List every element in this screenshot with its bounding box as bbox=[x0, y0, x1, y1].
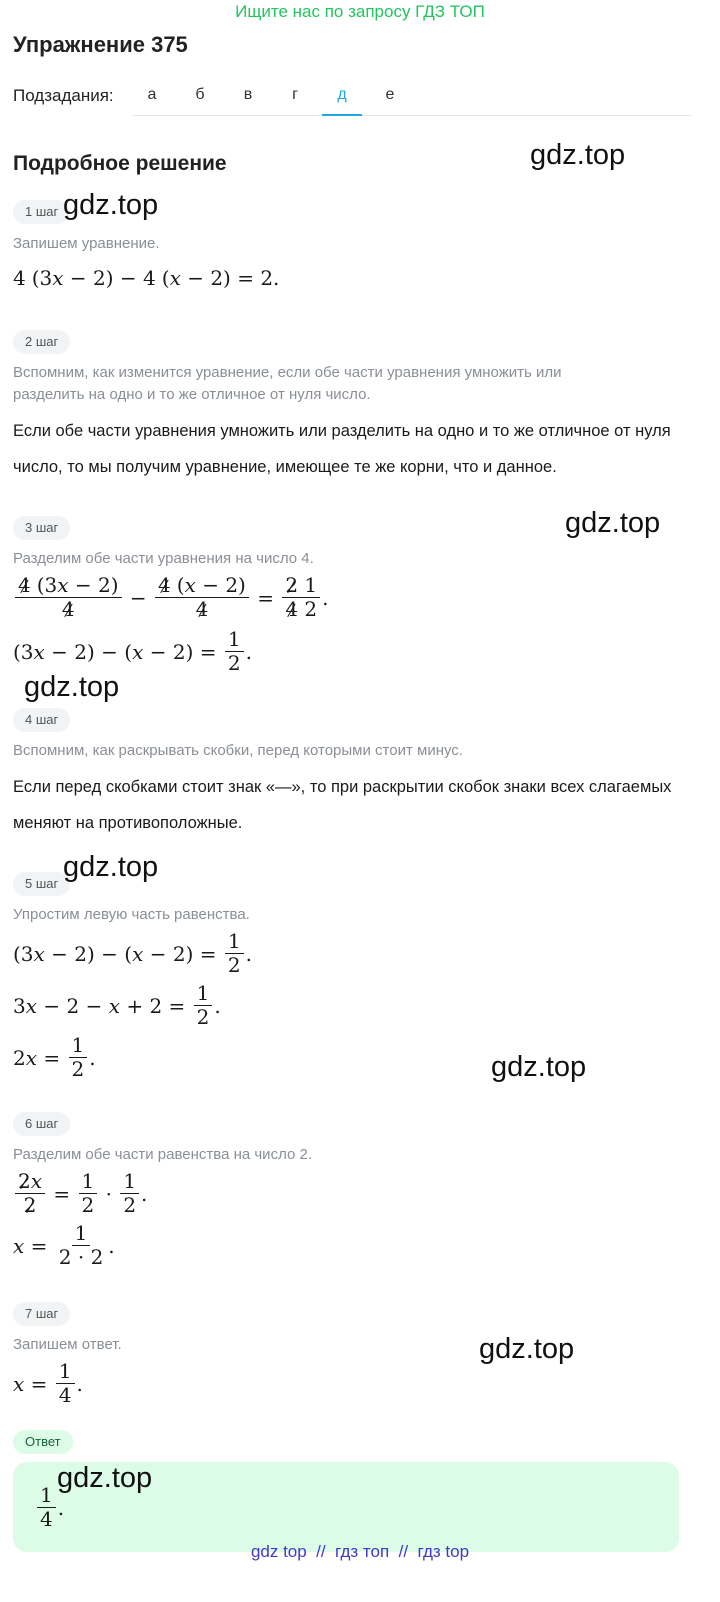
tab-e[interactable]: е bbox=[385, 86, 395, 103]
step-1-equation: 4 (3 x − 2) − 4 ( x − 2) = 2. bbox=[13, 266, 280, 290]
step-3-equation: $\frac{4 (3x - 2)}{4}$ − $\frac{4 (x - 2)}{4}$ = $\frac{2 1}{4 2}$ . bbox=[13, 574, 329, 621]
step-5-line-2: 3 x − 2 − x + 2 = $\frac{1}{2}$ . bbox=[13, 981, 221, 1029]
promo-banner: Ищите нас по запросу ГДЗ ТОП bbox=[235, 2, 485, 21]
step-2-text: Если обе части уравнения умножить или разделить на одно и то же отличное от нуля число, то мы получим уравнение, имеющее те же корни, что и данное. bbox=[13, 422, 671, 476]
step-4-note: Вспомним, как раскрывать скобки, перед которыми стоит минус. bbox=[13, 742, 463, 759]
step-5-line-1: (3 x − 2) − ( x − 2) = $\frac{1}{2}$ . bbox=[13, 929, 252, 977]
subtasks-tabs bbox=[132, 80, 692, 116]
step-3-badge: 3 шаг bbox=[13, 516, 70, 540]
watermark: gdz.top bbox=[491, 1051, 587, 1083]
solution-title: Подробное решение bbox=[13, 152, 227, 175]
watermark: gdz.top bbox=[63, 851, 159, 883]
tab-b[interactable]: б bbox=[195, 86, 205, 103]
step-3-note: Разделим обе части уравнения на число 4. bbox=[13, 550, 314, 567]
subtasks-label: Подзадания: bbox=[13, 86, 114, 105]
step-6-line-2: x = $\frac{1}{2 \cdot 2}$ . bbox=[13, 1221, 115, 1269]
tab-a[interactable]: а bbox=[147, 86, 157, 103]
step-2-note: Вспомним, как изменится уравнение, если обе части уравнения умножить или разделить на одно и то же отличное от нуля число. bbox=[13, 364, 562, 403]
page-title: Упражнение 375 bbox=[13, 32, 188, 57]
step-7-badge: 7 шаг bbox=[13, 1302, 70, 1326]
watermark: gdz.top bbox=[479, 1333, 575, 1365]
tab-g[interactable]: г bbox=[292, 86, 298, 103]
watermark: gdz.top bbox=[565, 507, 661, 539]
step-3-result: (3 x − 2) − ( x − 2) = $\frac{1}{2}$ . bbox=[13, 627, 252, 675]
answer-value: $\frac{1}{4}$ . bbox=[35, 1484, 64, 1531]
watermark: gdz.top bbox=[24, 671, 120, 703]
step-6-badge: 6 шаг bbox=[13, 1112, 70, 1136]
step-7-answer-equation: x = $\frac{1}{4}$ . bbox=[13, 1359, 83, 1407]
step-5-line-3: 2 x = $\frac{1}{2}$ . bbox=[13, 1033, 96, 1081]
watermark: gdz.top bbox=[530, 139, 626, 171]
tab-v[interactable]: в bbox=[243, 86, 253, 103]
step-5-note: Упростим левую часть равенства. bbox=[13, 906, 250, 923]
step-7-note: Запишем ответ. bbox=[13, 1336, 122, 1353]
step-5-badge: 5 шаг bbox=[13, 872, 70, 896]
step-2-badge: 2 шаг bbox=[13, 330, 70, 354]
step-4-badge: 4 шаг bbox=[13, 708, 70, 732]
step-6-note: Разделим обе части равенства на число 2. bbox=[13, 1146, 313, 1163]
tab-d[interactable]: д bbox=[322, 86, 362, 116]
footer-links[interactable]: gdz top // гдз топ // гдз top bbox=[250, 1542, 470, 1561]
step-6-line-1: $\frac{2x}{2}$ = $\frac{1}{2}$ · $\frac{1}{2}$ . bbox=[13, 1170, 147, 1217]
step-4-text: Если перед скобками стоит знак «—», то при раскрытии скобок знаки всех слагаемых меняют на противоположные. bbox=[13, 778, 672, 832]
watermark: gdz.top bbox=[63, 189, 159, 221]
answer-badge: Ответ bbox=[13, 1430, 73, 1454]
step-1-badge: 1 шаг bbox=[13, 200, 70, 224]
watermark: gdz.top bbox=[57, 1462, 153, 1494]
step-1-note: Запишем уравнение. bbox=[13, 235, 160, 252]
